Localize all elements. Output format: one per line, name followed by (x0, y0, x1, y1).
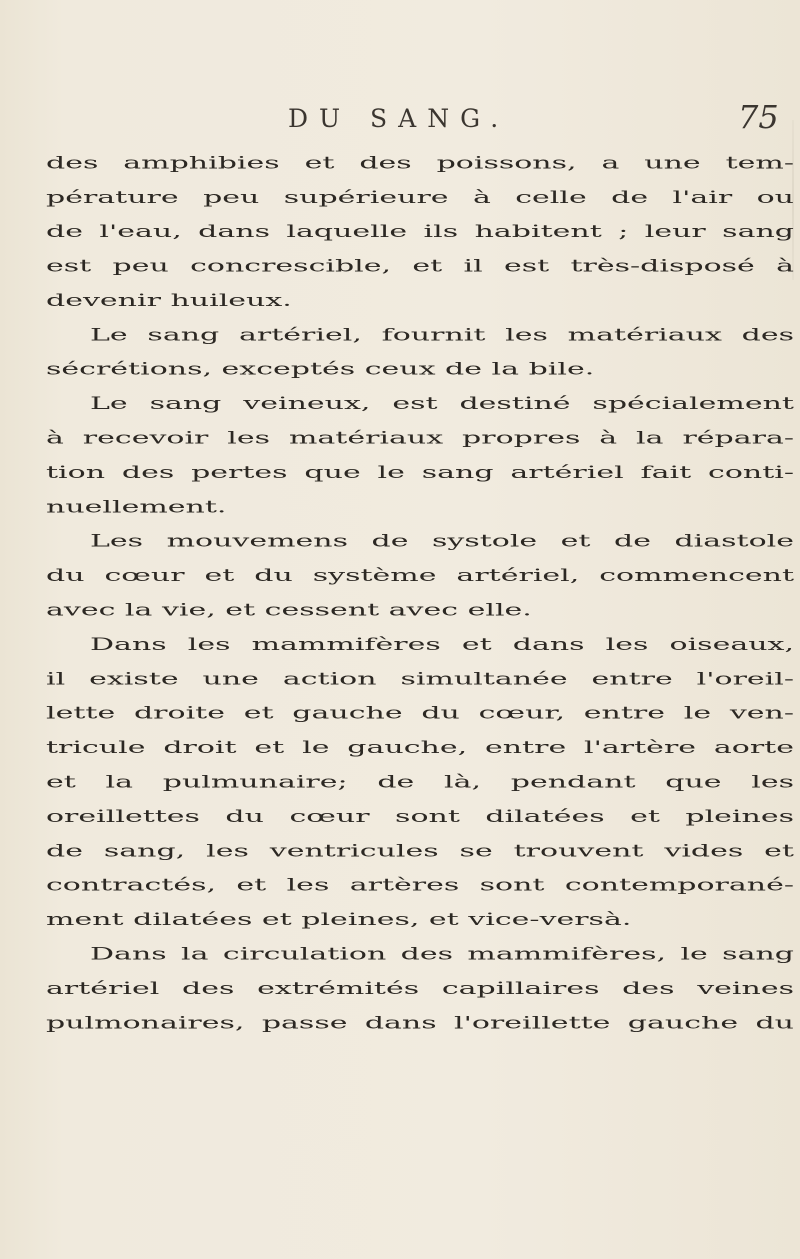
text-line: pérature peu supérieure à celle de l'air ou (46, 187, 794, 208)
running-head: DU SANG. (288, 104, 510, 133)
text-line: ment dilatées et pleines, et vice-versà. (46, 909, 632, 930)
text-line: oreillettes du cœur sont dilatées et pleines (46, 806, 794, 827)
text-line: pulmonaires, passe dans l'oreillette gauche du (46, 1012, 794, 1033)
text-line: Dans la circulation des mammifères, le sang (90, 944, 794, 965)
page-number: 75 (738, 98, 779, 136)
text-line: nuellement. (46, 496, 227, 517)
text-line: avec la vie, et cessent avec elle. (46, 600, 532, 621)
text-line: du cœur et du système artériel, commencent (46, 565, 794, 586)
text-line: lette droite et gauche du cœur, entre le ven- (46, 703, 794, 724)
text-line: sécrétions, exceptés ceux de la bile. (46, 359, 595, 380)
text-line: Le sang artériel, fournit les matériaux des (90, 324, 794, 345)
text-line: de sang, les ventricules se trouvent vides et (46, 840, 794, 861)
text-line: devenir huileux. (46, 290, 292, 311)
text-line: tricule droit et le gauche, entre l'artère aorte (46, 737, 794, 758)
text-line: Dans les mammifères et dans les oiseaux, (90, 634, 794, 655)
text-line: contractés, et les artères sont contemporané- (46, 875, 794, 896)
text-line: à recevoir les matériaux propres à la répara- (46, 428, 794, 449)
text-line: est peu concrescible, et il est très-disposé à (46, 256, 794, 277)
text-line: il existe une action simultanée entre l'oreil- (46, 668, 794, 689)
text-line: Le sang veineux, est destiné spécialement (90, 393, 794, 414)
text-line: artériel des extrémités capillaires des veines (46, 978, 794, 999)
text-line: Les mouvemens de systole et de diastole (90, 531, 794, 552)
text-line: de l'eau, dans laquelle ils habitent ; leur sang (46, 221, 794, 242)
text-line: des amphibies et des poissons, a une tem- (46, 152, 794, 173)
page-header (0, 98, 800, 144)
text-line: et la pulmunaire; de là, pendant que les (46, 772, 794, 793)
text-line: tion des pertes que le sang artériel fait conti- (46, 462, 794, 483)
